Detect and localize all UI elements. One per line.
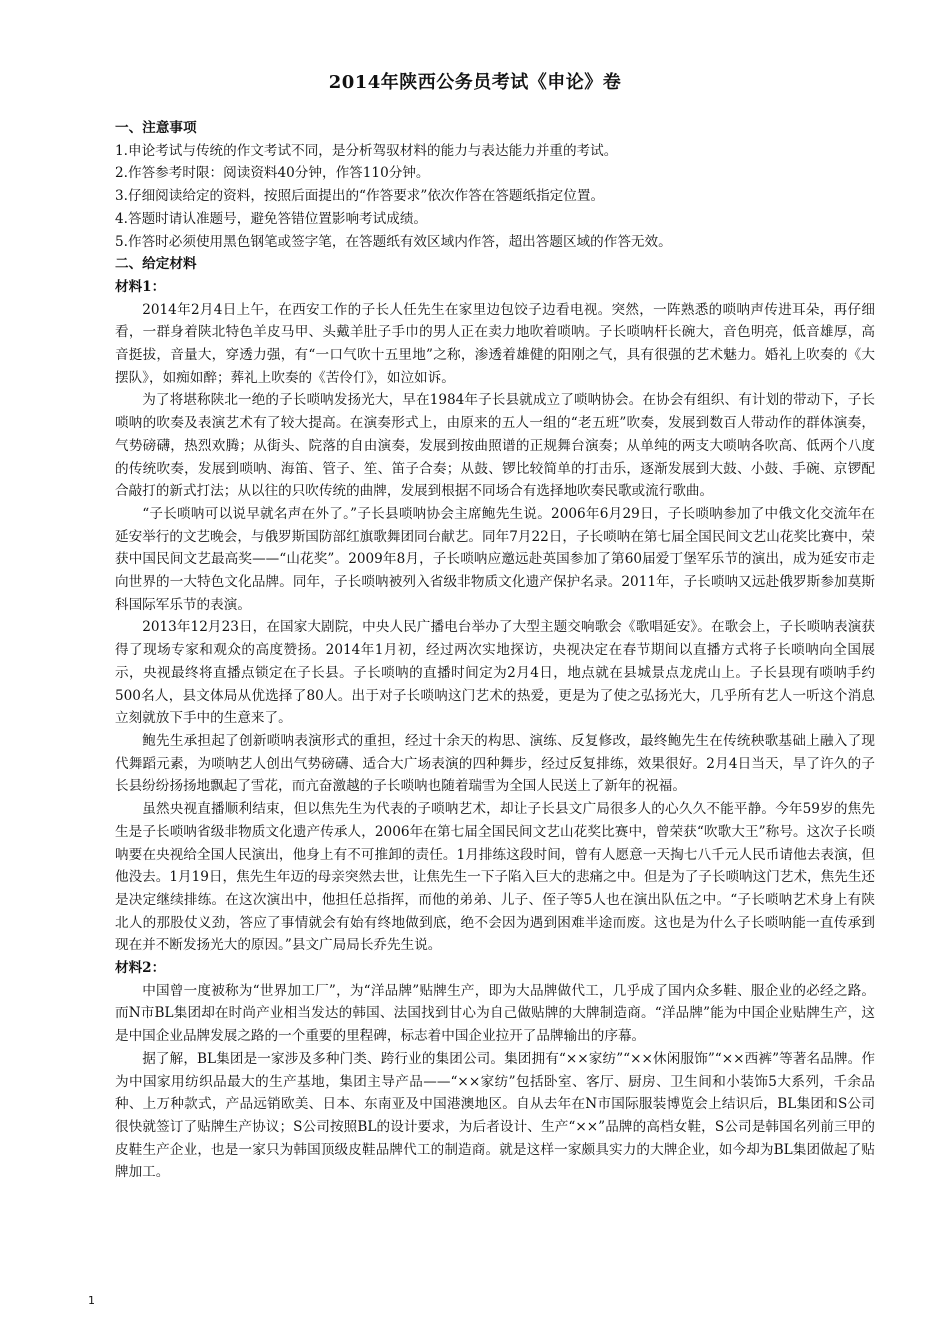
material2-heading: 材料2： (115, 960, 166, 977)
section-heading-materials: 二、给定材料 (115, 256, 197, 273)
document-title: 2014年陕西公务员考试《申论》卷 (328, 72, 622, 93)
material1-heading: 材料1： (115, 278, 166, 295)
material1-paragraph: “子长唢呐可以说早就名声在外了。”子长县唢呐协会主席鲍先生说。2006年6月29日，子长唢呐参加了中俄文化交流年在延安举行的文艺晚会，与俄罗斯国防部红旗歌舞团同台献艺。同年7月22日，子长唢呐在第七届全国民间文艺山花奖比赛中，荣获中国民间文艺最高奖——“山花奖”。2009年8月，子长唢呐应邀远赴英国参加了第60届爱丁堡军乐节的演出，成为延安市走向世界的一大特色文化品牌。同年，子长唢呐被列入省级非物质文化遗产保护名录。2011年，子长唢呐又远赴俄罗斯参加莫斯科国际军乐节的表演。 (115, 505, 876, 613)
note-item: 2.作答参考时限：阅读资料40分钟，作答110分钟。 (115, 165, 430, 182)
document-body (115, 117, 875, 1184)
material1-paragraph: 鲍先生承担起了创新唢呐表演形式的重担，经过十余天的构思、演练、反复修改，最终鲍先生在传统秧歌基础上融入了现代舞蹈元素，为唢呐艺人创出气势磅礴、适合大广场表演的四种舞步，经过反复排练，效果很好。2月4日当天，旱了许久的子长县纷纷扬扬地飘起了雪花，而亢奋激越的子长唢呐也随着瑞雪为全国人民送上了新年的祝福。 (115, 732, 875, 795)
note-item: 5.作答时必须使用黑色钢笔或签字笔，在答题纸有效区域内作答，超出答题区域的作答无效。 (115, 233, 672, 250)
note-item: 3.仔细阅读给定的资料，按照后面提出的“作答要求”依次作答在答题纸指定位置。 (115, 188, 605, 205)
material1-paragraph: 2013年12月23日，在国家大剧院，中央人民广播电台举办了大型主题交响歌会《歌唱延安》。在歌会上，子长唢呐表演获得了现场专家和观众的高度赞扬。2014年1月初，经过两次实地探访，央视决定在春节期间以直播方式将子长唢呐向全国展示，央视最终将直播点锁定在子长县。子长唢呐的直播时间定为2月4日，地点就在县城景点龙虎山上。子长县现有唢呐手约500名人，县文体局从优选择了80人。出于对子长唢呐这门艺术的热爱，更是为了使之弘扬光大，几乎所有艺人一听这个消息立刻就放下手中的生意来了。 (115, 619, 875, 727)
material2-paragraph: 据了解，BL集团是一家涉及多种门类、跨行业的集团公司。集团拥有“××家纺”“××休闲服饰”“××西裤”等著名品牌。作为中国家用纺织品最大的生产基地，集团主导产品——“××家纺”包括卧室、客厅、厨房、卫生间和小装饰5大系列，千余品种、上万种款式，产品远销欧美、日本、东南亚及中国港澳地区。自从去年在N市国际服装博览会上结识后，BL集团和S公司很快就签订了贴牌生产协议；S公司按照BL的设计要求，为后者设计、生产“××”品牌的高档女鞋，S公司是韩国名列前三甲的皮鞋生产企业，也是一家只为韩国顶级皮鞋品牌代工的制造商。就是这样一家颇具实力的大牌企业，如今却为BL集团做起了贴牌加工。 (115, 1050, 875, 1181)
material2-paragraph: 中国曾一度被称为“世界加工厂”，为“洋品牌”贴牌生产，即为大品牌做代工，几乎成了国内众多鞋、服企业的必经之路。而N市BL集团却在时尚产业相当发达的韩国、法国找到甘心为自己做贴牌的大牌制造商。“洋品牌”能为中国企业贴牌生产，这是中国企业品牌发展之路的一个重要的里程碑，标志着中国企业拉开了品牌输出的序幕。 (115, 982, 875, 1045)
material1-paragraph: 虽然央视直播顺利结束，但以焦先生为代表的子唢呐艺术，却让子长县文广局很多人的心久久不能平静。今年59岁的焦先生是子长唢呐省级非物质文化遗产传承人，2006年在第七届全国民间文艺山花奖比赛中，曾荣获“吹歌大王”称号。这次子长唢呐要在央视给全国人民演出，他身上有不可推卸的责任。1月排练这段时间，曾有人愿意一天掏七八千元人民币请他去表演，但他没去。1月19日，焦先生年迈的母亲突然去世，让焦先生一下子陷入巨大的悲痛之中。但是为了子长唢呐这门艺术，焦先生还是决定继续排练。在这次演出中，他担任总指挥，而他的弟弟、儿子、侄子等5人也在演出队伍之中。“子长唢呐艺术身上有陕北人的那股仗义劲，答应了事情就会有始有终地做到底，绝不会因为遇到困难半途而废。这也是为什么子长唢呐能一直传承到现在并不断发扬光大的原因。”县文广局局长乔先生说。 (115, 801, 876, 954)
note-item: 4.答题时请认准题号，避免答错位置影响考试成绩。 (115, 210, 428, 227)
page-number: 1 (88, 1294, 95, 1307)
material1-paragraph: 为了将堪称陕北一绝的子长唢呐发扬光大，早在1984年子长县就成立了唢呐协会。在协会有组织、有计划的带动下，子长唢呐的吹奏及表演艺术有了较大提高。在演奏形式上，由原来的五人一组的“老五班”吹奏，发展到数百人带动作的群体演奏，气势磅礴，热烈欢腾；从街头、院落的自由演奏，发展到按曲照谱的正规舞台演奏；从单纯的两支大唢呐各吹高、低两个八度的传统吹奏，发展到唢呐、海笛、管子、笙、笛子合奏；从鼓、锣比较简单的打击乐，逐渐发展到大鼓、小鼓、手碗、京锣配合敲打的新式打法；从以往的只吹传统的曲牌，发展到根据不同场合有选择地吹奏民歌或流行歌曲。 (115, 392, 875, 500)
material1-paragraph: 2014年2月4日上午，在西安工作的子长人任先生在家里边包饺子边看电视。突然，一阵熟悉的唢呐声传进耳朵，再仔细看，一群身着陕北特色羊皮马甲、头戴羊肚子手巾的男人正在卖力地吹着唢呐。子长唢呐杆长碗大，音色明亮，低音雄厚，高音挺拔，音量大，穿透力强，有“一口气吹十五里地”之称，渗透着雄健的阳刚之气，具有很强的艺术魅力。婚礼上吹奏的《大摆队》，如痴如醉；葬礼上吹奏的《苦伶仃》，如泣如诉。 (115, 301, 875, 386)
section-heading-notes: 一、注意事项 (115, 120, 197, 136)
note-item: 1.申论考试与传统的作文考试不同，是分析驾驭材料的能力与表达能力并重的考试。 (115, 142, 618, 159)
